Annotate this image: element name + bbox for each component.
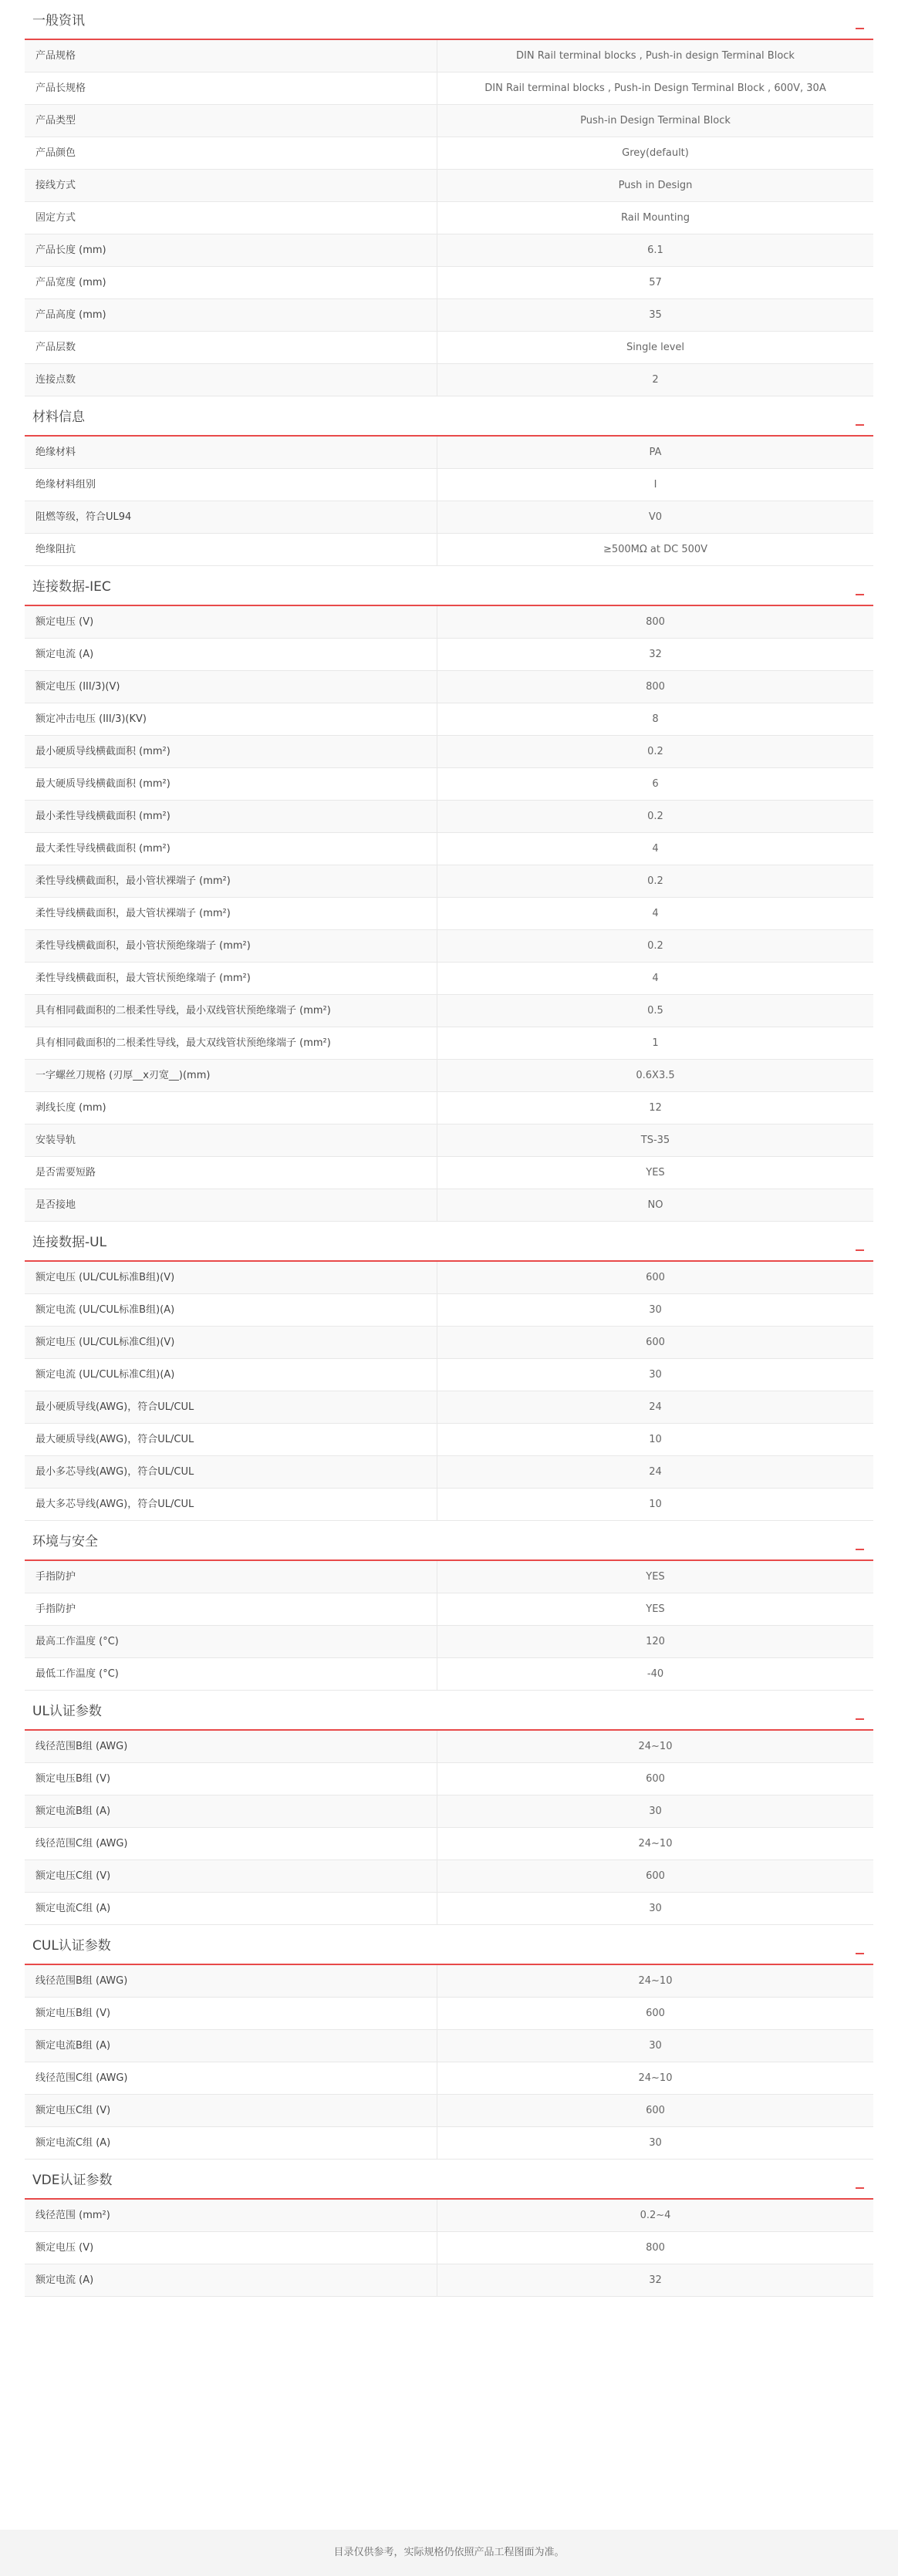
spec-value: 800 — [646, 2242, 665, 2254]
section-connection-iec — [25, 566, 873, 1222]
spec-label: 接线方式 — [25, 170, 437, 201]
section-header[interactable] — [25, 396, 873, 437]
spec-label: 产品长规格 — [25, 72, 437, 104]
section-title: 一般资讯 — [32, 13, 85, 29]
spec-label: 是否需要短路 — [25, 1157, 437, 1189]
spec-row — [25, 1262, 873, 1294]
spec-row — [25, 1893, 873, 1925]
section-vde-certification — [25, 2160, 873, 2297]
spec-value: 0.5 — [647, 1005, 663, 1017]
spec-value: Push in Design — [618, 180, 693, 191]
spec-value: 32 — [649, 649, 662, 660]
section-title: 材料信息 — [32, 410, 85, 425]
section-header[interactable] — [25, 0, 873, 40]
spec-label: 柔性导线横截面积，最大管状裸端子 (mm²) — [25, 898, 437, 929]
spec-row — [25, 202, 873, 234]
spec-label: 柔性导线横截面积，最大管状预绝缘端子 (mm²) — [25, 963, 437, 994]
spec-label: 产品类型 — [25, 105, 437, 137]
spec-value: 35 — [649, 309, 662, 321]
spec-value: 120 — [646, 1636, 665, 1647]
spec-label: 额定电压 (V) — [25, 606, 437, 638]
spec-row — [25, 865, 873, 898]
spec-row — [25, 2062, 873, 2095]
spec-row — [25, 1391, 873, 1424]
spec-label: 最大硬质导线(AWG)，符合UL/CUL — [25, 1424, 437, 1455]
spec-row — [25, 137, 873, 170]
spec-label: 产品长度 (mm) — [25, 234, 437, 266]
spec-label: 额定电流 (UL/CUL标准B组)(A) — [25, 1294, 437, 1326]
spec-row — [25, 1092, 873, 1124]
spec-row — [25, 703, 873, 736]
spec-value: 30 — [649, 2137, 662, 2149]
spec-row — [25, 1157, 873, 1189]
spec-row — [25, 768, 873, 801]
spec-row — [25, 1124, 873, 1157]
section-connection-ul — [25, 1222, 873, 1521]
spec-row — [25, 1828, 873, 1860]
spec-value: Rail Mounting — [621, 212, 690, 224]
collapse-icon[interactable] — [856, 1953, 864, 1954]
spec-value: 32 — [649, 2274, 662, 2286]
spec-label: 最小柔性导线横截面积 (mm²) — [25, 801, 437, 832]
spec-row — [25, 898, 873, 930]
spec-value: 600 — [646, 1870, 665, 1882]
footer-note: 目录仅供参考，实际规格仍依照产品工程图面为准。 — [0, 2530, 898, 2576]
spec-label: 额定电压B组 (V) — [25, 1763, 437, 1795]
section-title: 连接数据-IEC — [32, 579, 111, 595]
spec-row — [25, 364, 873, 396]
spec-row — [25, 606, 873, 639]
spec-row — [25, 72, 873, 105]
spec-label: 具有相同截面积的二根柔性导线，最大双线管状预绝缘端子 (mm²) — [25, 1027, 437, 1059]
spec-sheet — [25, 0, 873, 2297]
spec-row — [25, 1626, 873, 1658]
spec-value: 600 — [646, 2105, 665, 2116]
spec-label: 具有相同截面积的二根柔性导线，最小双线管状预绝缘端子 (mm²) — [25, 995, 437, 1027]
spec-label: 产品层数 — [25, 332, 437, 363]
spec-value: 8 — [652, 713, 659, 725]
spec-row — [25, 501, 873, 534]
spec-value: NO — [647, 1199, 663, 1211]
spec-row — [25, 2095, 873, 2127]
spec-row — [25, 332, 873, 364]
spec-value: 0.2~4 — [640, 2210, 671, 2221]
spec-label: 固定方式 — [25, 202, 437, 234]
spec-value: 30 — [649, 2040, 662, 2052]
spec-value: 2 — [652, 374, 659, 386]
spec-row — [25, 1593, 873, 1626]
spec-row — [25, 2264, 873, 2297]
spec-label: 柔性导线横截面积，最小管状裸端子 (mm²) — [25, 865, 437, 897]
spec-value: 4 — [652, 843, 659, 855]
spec-label: 最高工作温度 (°C) — [25, 1626, 437, 1657]
spec-value: 24~10 — [638, 1741, 673, 1752]
section-header[interactable] — [25, 2160, 873, 2200]
spec-value: 600 — [646, 1773, 665, 1785]
spec-row — [25, 1763, 873, 1795]
section-ul-certification — [25, 1691, 873, 1925]
spec-row — [25, 1860, 873, 1893]
spec-value: 30 — [649, 1304, 662, 1316]
spec-label: 线径范围C组 (AWG) — [25, 2062, 437, 2094]
spec-label: 额定电压C组 (V) — [25, 2095, 437, 2126]
spec-value: YES — [646, 1603, 665, 1615]
spec-row — [25, 2127, 873, 2160]
section-header[interactable] — [25, 1691, 873, 1731]
section-environment-safety — [25, 1521, 873, 1691]
spec-row — [25, 1359, 873, 1391]
spec-value: 4 — [652, 908, 659, 919]
spec-value: 600 — [646, 1272, 665, 1283]
spec-row — [25, 2030, 873, 2062]
spec-value: ≥500MΩ at DC 500V — [603, 544, 708, 555]
spec-value: 600 — [646, 1337, 665, 1348]
section-material-info — [25, 396, 873, 566]
spec-label: 额定电流 (A) — [25, 639, 437, 670]
section-header[interactable] — [25, 566, 873, 606]
spec-label: 剥线长度 (mm) — [25, 1092, 437, 1124]
spec-value: 800 — [646, 616, 665, 628]
spec-row — [25, 671, 873, 703]
spec-row — [25, 1489, 873, 1521]
spec-label: 额定电压 (UL/CUL标准B组)(V) — [25, 1262, 437, 1293]
spec-value: 600 — [646, 2008, 665, 2019]
spec-value: 24 — [649, 1466, 662, 1478]
section-title: 连接数据-UL — [32, 1235, 107, 1250]
spec-row — [25, 267, 873, 299]
spec-row — [25, 105, 873, 137]
spec-value: 10 — [649, 1499, 662, 1510]
spec-row — [25, 1998, 873, 2030]
collapse-icon[interactable] — [856, 2187, 864, 2189]
spec-label: 线径范围B组 (AWG) — [25, 1965, 437, 1997]
spec-label: 最小硬质导线横截面积 (mm²) — [25, 736, 437, 767]
spec-value: 0.2 — [647, 746, 663, 757]
spec-row — [25, 170, 873, 202]
spec-value: 30 — [649, 1903, 662, 1914]
spec-row — [25, 736, 873, 768]
spec-label: 最大柔性导线横截面积 (mm²) — [25, 833, 437, 865]
spec-label: 额定电流B组 (A) — [25, 1795, 437, 1827]
spec-row — [25, 2200, 873, 2232]
spec-label: 绝缘阻抗 — [25, 534, 437, 565]
collapse-icon[interactable] — [856, 1249, 864, 1251]
section-general-info — [25, 0, 873, 396]
spec-label: 产品宽度 (mm) — [25, 267, 437, 298]
spec-label: 额定电流 (UL/CUL标准C组)(A) — [25, 1359, 437, 1391]
spec-value: 0.2 — [647, 811, 663, 822]
spec-label: 线径范围B组 (AWG) — [25, 1731, 437, 1762]
spec-label: 额定电压 (UL/CUL标准C组)(V) — [25, 1327, 437, 1358]
spec-row — [25, 1965, 873, 1998]
spec-value: 1 — [652, 1037, 659, 1049]
spec-value: Grey(default) — [622, 147, 689, 159]
section-header[interactable] — [25, 1222, 873, 1262]
spec-label: 最小多芯导线(AWG)，符合UL/CUL — [25, 1456, 437, 1488]
spec-row — [25, 1294, 873, 1327]
spec-value: 24 — [649, 1401, 662, 1413]
spec-value: I — [653, 479, 657, 491]
spec-value: -40 — [646, 1668, 664, 1680]
spec-row — [25, 2232, 873, 2264]
spec-label: 线径范围 (mm²) — [25, 2200, 437, 2231]
spec-row — [25, 930, 873, 963]
spec-value: 30 — [649, 1369, 662, 1381]
spec-label: 线径范围C组 (AWG) — [25, 1828, 437, 1860]
spec-row — [25, 1561, 873, 1593]
section-header[interactable] — [25, 1521, 873, 1561]
spec-label: 最大多芯导线(AWG)，符合UL/CUL — [25, 1489, 437, 1520]
spec-label: 产品规格 — [25, 40, 437, 72]
spec-value: 6 — [652, 778, 659, 790]
spec-value: 24~10 — [638, 2072, 673, 2084]
spec-row — [25, 534, 873, 566]
spec-value: 0.6X3.5 — [636, 1070, 675, 1081]
spec-value: DIN Rail terminal blocks , Push-in Design Terminal Block , 600V, 30A — [484, 83, 826, 94]
spec-row — [25, 1060, 873, 1092]
section-title: UL认证参数 — [32, 1704, 102, 1719]
spec-label: 最小硬质导线(AWG)，符合UL/CUL — [25, 1391, 437, 1423]
spec-row — [25, 833, 873, 865]
spec-label: 额定电流C组 (A) — [25, 1893, 437, 1924]
spec-value: 4 — [652, 973, 659, 984]
spec-row — [25, 40, 873, 72]
spec-label: 柔性导线横截面积，最小管状预绝缘端子 (mm²) — [25, 930, 437, 962]
spec-label: 额定电压B组 (V) — [25, 1998, 437, 2029]
spec-value: Push-in Design Terminal Block — [580, 115, 731, 126]
spec-label: 最大硬质导线横截面积 (mm²) — [25, 768, 437, 800]
spec-value: 30 — [649, 1806, 662, 1817]
spec-label: 一字螺丝刀规格 (刃厚__x刃宽__)(mm) — [25, 1060, 437, 1091]
spec-value: DIN Rail terminal blocks , Push-in design Terminal Block — [516, 50, 795, 62]
spec-label: 最低工作温度 (°C) — [25, 1658, 437, 1690]
collapse-icon[interactable] — [856, 594, 864, 595]
spec-label: 产品高度 (mm) — [25, 299, 437, 331]
spec-label: 绝缘材料 — [25, 437, 437, 468]
spec-row — [25, 234, 873, 267]
spec-label: 手指防护 — [25, 1593, 437, 1625]
spec-value: 24~10 — [638, 1838, 673, 1849]
spec-row — [25, 1327, 873, 1359]
spec-label: 手指防护 — [25, 1561, 437, 1593]
spec-label: 绝缘材料组别 — [25, 469, 437, 501]
spec-value: 0.2 — [647, 940, 663, 952]
spec-value: 800 — [646, 681, 665, 693]
spec-label: 连接点数 — [25, 364, 437, 396]
section-title: 环境与安全 — [32, 1534, 98, 1549]
spec-row — [25, 1027, 873, 1060]
collapse-icon[interactable] — [856, 1549, 864, 1550]
spec-label: 额定电流 (A) — [25, 2264, 437, 2296]
spec-value: 57 — [649, 277, 662, 288]
spec-value: 10 — [649, 1434, 662, 1445]
spec-label: 额定电压 (III/3)(V) — [25, 671, 437, 703]
spec-value: V0 — [648, 511, 663, 523]
spec-value: TS-35 — [640, 1135, 670, 1146]
spec-row — [25, 1795, 873, 1828]
spec-value: Single level — [626, 342, 684, 353]
section-title: CUL认证参数 — [32, 1938, 111, 1954]
spec-label: 额定电流B组 (A) — [25, 2030, 437, 2062]
spec-row — [25, 995, 873, 1027]
spec-row — [25, 437, 873, 469]
spec-row — [25, 1189, 873, 1222]
spec-row — [25, 1658, 873, 1691]
spec-row — [25, 1424, 873, 1456]
spec-label: 产品颜色 — [25, 137, 437, 169]
spec-value: PA — [649, 447, 662, 458]
spec-row — [25, 299, 873, 332]
spec-label: 额定冲击电压 (III/3)(KV) — [25, 703, 437, 735]
spec-row — [25, 1731, 873, 1763]
spec-value: 12 — [649, 1102, 662, 1114]
spec-value: YES — [646, 1571, 665, 1583]
spec-label: 是否接地 — [25, 1189, 437, 1221]
spec-label: 阻燃等级，符合UL94 — [25, 501, 437, 533]
spec-row — [25, 963, 873, 995]
spec-value: 6.1 — [647, 244, 663, 256]
collapse-icon[interactable] — [856, 28, 864, 29]
section-title: VDE认证参数 — [32, 2173, 113, 2188]
spec-row — [25, 469, 873, 501]
spec-value: 0.2 — [647, 875, 663, 887]
spec-label: 额定电流C组 (A) — [25, 2127, 437, 2159]
spec-row — [25, 1456, 873, 1489]
spec-label: 额定电压C组 (V) — [25, 1860, 437, 1892]
spec-label: 额定电压 (V) — [25, 2232, 437, 2264]
spec-value: YES — [646, 1167, 665, 1178]
spec-label: 安装导轨 — [25, 1124, 437, 1156]
section-header[interactable] — [25, 1925, 873, 1965]
section-cul-certification — [25, 1925, 873, 2160]
collapse-icon[interactable] — [856, 424, 864, 426]
spec-row — [25, 639, 873, 671]
collapse-icon[interactable] — [856, 1718, 864, 1720]
spec-value: 24~10 — [638, 1975, 673, 1987]
spec-row — [25, 801, 873, 833]
